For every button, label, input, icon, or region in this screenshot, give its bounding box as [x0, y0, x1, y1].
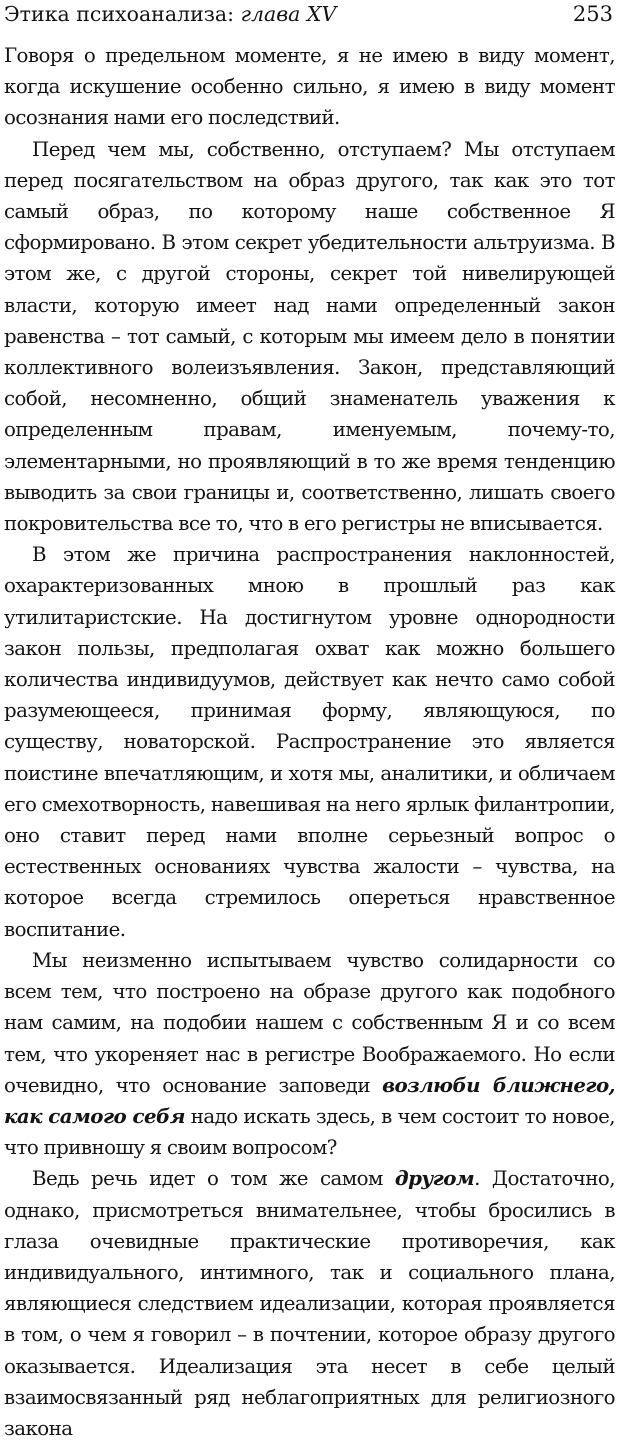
emphasized-text: возлюби ближнего, как самого себя	[4, 1072, 615, 1128]
body-text	[4, 40, 615, 1444]
text-run: надо искать здесь, в чем состоит то новое, что привношу я своим вопросом?	[4, 1104, 615, 1160]
paragraph	[4, 134, 615, 540]
text-run: Перед чем мы, собственно, отступаем? Мы отступаем перед посягательством на образ другого, так как это тот самый образ, по которому наше собственное Я сформировано. В этом секрет убедительности альтруизма. В этом же, с другой стороны, секрет той нивелирующей власти, которую имеет над нами определенный закон равенства – тот самый, с которым мы имеем дело в понятии коллективного волеизъявления. Закон, представляющий собой, несомненно, общий знаменатель уважения к определенным правам, именуемым, почему-то, элементарными, но проявляющий в то же время тенденцию выводить за свои границы и, соответственно, лишать своего покровительства все то, что в его регистры не вписывается.	[4, 137, 615, 536]
text-run: Мы неизменно испытываем чувство солидарности со всем тем, что построено на образе другого как подобного нам самим, на подобии нашем с собственным Я и со всем тем, что укореняет нас в регистре Воображаемого. Но если очевидно, что основание заповеди	[4, 948, 615, 1097]
paragraph	[4, 40, 615, 134]
running-title	[4, 2, 336, 26]
paragraph	[4, 539, 615, 945]
text-run: Говоря о предельном моменте, я не имею в виду момент, когда искушение особенно сильно, я имею в виду момент осознания нами его последствий.	[4, 44, 615, 130]
page-number: 253	[572, 2, 613, 26]
text-run: . Достаточно, однако, присмотреться внимательнее, чтобы бросились в глаза очевидные практические противоречия, как индивидуального, интимного, так и социального плана, являющиеся следствием идеализации, которая проявляется в том, о чем я говорил – в почтении, которое образу другого оказывается. Идеализация эта несет в себе целый взаимосвязанный ряд неблагоприятных для религиозного закона	[4, 1167, 616, 1440]
paragraph	[4, 945, 615, 1163]
emphasized-text: другом	[394, 1166, 475, 1191]
text-run: Ведь речь идет о том же самом	[32, 1167, 395, 1191]
chapter-label: глава XV	[240, 2, 337, 26]
running-title-text: Этика психоанализа:	[4, 2, 235, 26]
paragraph	[4, 1163, 615, 1444]
text-run: В этом же причина распространения наклонностей, охарактеризованных мною в прошлый раз как утилитаристские. На достигнутом уровне однородности закон пользы, предполагая охват как можно большего количества индивидуумов, действует как нечто само собой разумеющееся, принимая форму, являющуюся, по существу, новаторской. Распространение это является поистине впечатляющим, и хотя мы, аналитики, и обличаем его смехотворность, навешивая на него ярлык филантропии, оно ставит перед нами вполне серьезный вопрос о естественных основаниях чувства жалости – чувства, на которое всегда стремилось опереться нравственное воспитание.	[4, 543, 615, 941]
running-header	[4, 0, 615, 36]
